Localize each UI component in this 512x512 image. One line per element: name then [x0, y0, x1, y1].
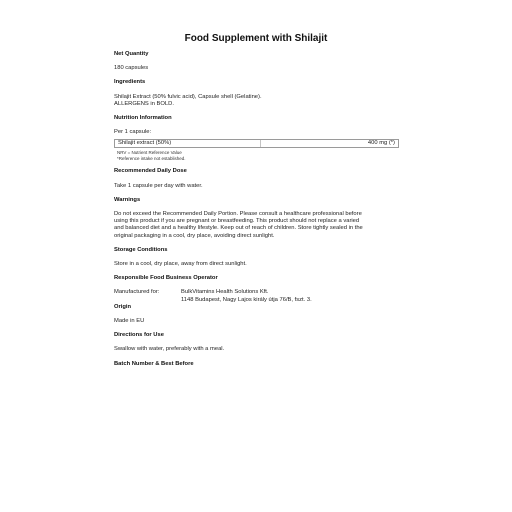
net-quantity-value: 180 capsules [114, 65, 149, 72]
allergens-note: ALLERGENS in BOLD. [114, 100, 174, 107]
warnings-line: and balanced diet and a healthy lifestyle. Keep out of reach of children. Store tightly sealed in the [114, 225, 363, 232]
net-quantity-heading: Net Quantity [114, 51, 149, 57]
ingredients-heading: Ingredients [114, 79, 146, 86]
nrv-note: NRV = Nutrient Reference Value [117, 150, 182, 156]
operator-address: 1148 Budapest, Nagy Lajos király útja 76/B, fszt. 3. [181, 296, 312, 303]
reference-note: *Reference intake not established. [117, 155, 186, 161]
dose-text: Take 1 capsule per day with water. [114, 182, 203, 189]
page-title: Food Supplement with Shilajit [184, 33, 328, 44]
origin-heading: Origin [114, 303, 132, 310]
ingredients-line: Shilajit Extract (50% fulvic acid), Capsule shell (Gelatine). [114, 93, 262, 100]
label-content [114, 51, 404, 368]
operator-heading: Responsible Food Business Operator [114, 275, 218, 282]
warnings-heading: Warnings [114, 196, 141, 203]
directions-heading: Directions for Use [114, 332, 164, 339]
nutrition-heading: Nutrition Information [114, 115, 172, 122]
batch-heading: Batch Number & Best Before [114, 360, 194, 367]
dose-heading: Recommended Daily Dose [114, 168, 187, 175]
nutrition-row-value: 400 mg (*) [367, 140, 395, 147]
storage-text: Store in a cool, dry place, away from direct sunlight. [114, 261, 247, 268]
nutrition-row-name: Shilajit extract (50%) [115, 140, 261, 147]
operator-name: BulkVitamins Health Solutions Kft. [181, 289, 269, 296]
warnings-line: original packaging in a cool, dry place, avoiding direct sunlight. [114, 232, 275, 239]
warnings-line: using this product if you are pregnant or breastfeeding. This product should not replace a varied [114, 218, 360, 225]
manufactured-for-label: Manufactured for: [114, 289, 160, 296]
nutrition-table [114, 139, 399, 148]
directions-text: Swallow with water, preferably with a meal. [114, 346, 225, 353]
nutrition-per: Per 1 capsule: [114, 129, 152, 136]
origin-text: Made in EU [114, 318, 145, 325]
operator-block [114, 289, 404, 303]
warnings-line: Do not exceed the Recommended Daily Portion. Please consult a healthcare professional before [114, 211, 362, 218]
storage-heading: Storage Conditions [114, 246, 168, 253]
